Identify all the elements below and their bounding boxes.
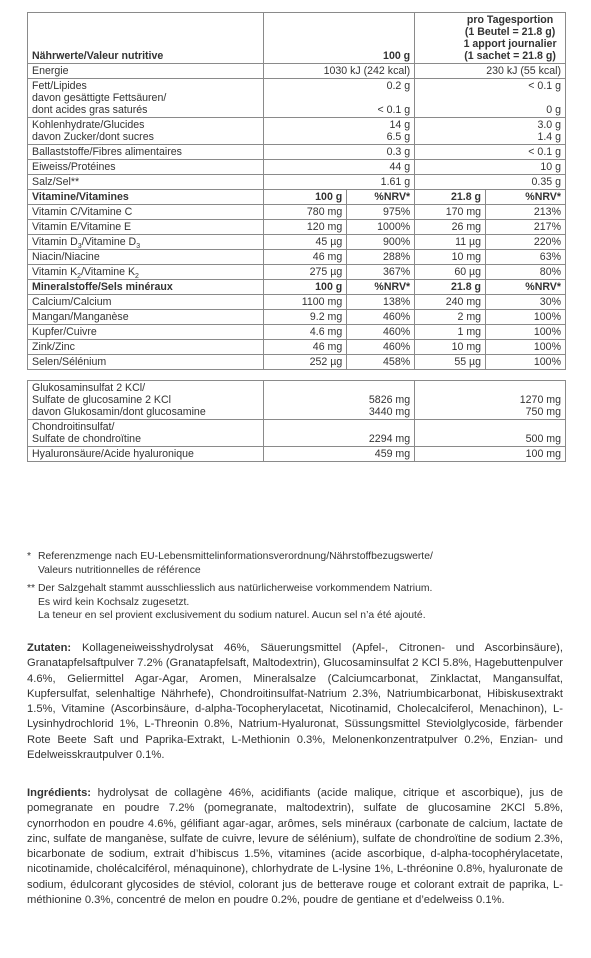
row-label: Hyaluronsäure/Acide hyaluronique <box>28 447 264 462</box>
table-row <box>28 205 566 220</box>
fat-label: Fett/Lipides <box>32 80 87 92</box>
carbs-value: 14 g <box>389 119 411 131</box>
cell: 217% <box>486 220 566 235</box>
sugar-portion: 1.4 g <box>537 131 561 143</box>
sugar-value: 6.5 g <box>386 131 411 143</box>
cell: 46 mg <box>264 250 347 265</box>
cell: 120 mg <box>264 220 347 235</box>
cell: 100% <box>486 355 566 370</box>
footnote-salt <box>27 582 567 623</box>
fat-portion: < 0.1 g <box>528 80 561 92</box>
row-value-portion: 230 kJ (55 kcal) <box>415 64 566 79</box>
chondroitin-label-fr: Sulfate de chondroïtine <box>32 433 141 445</box>
table-row <box>28 250 566 265</box>
table-row <box>28 340 566 355</box>
row-label <box>28 235 264 250</box>
row-label: Vitamin C/Vitamine C <box>28 205 264 220</box>
saturated-fat-value: < 0.1 g <box>377 104 411 116</box>
row-value-portion <box>415 118 566 145</box>
sugar-label: davon Zucker/dont sucres <box>32 131 154 143</box>
row-label <box>28 381 264 420</box>
row-value-portion <box>415 79 566 118</box>
table-gap <box>28 370 566 381</box>
nutrition-table <box>27 12 566 462</box>
cell: 45 µg <box>264 235 347 250</box>
row-value-per100: 459 mg <box>264 447 415 462</box>
cell: 138% <box>347 295 415 310</box>
column-header: %NRV* <box>486 190 566 205</box>
row-value-per100 <box>264 79 415 118</box>
footnote-line: Referenzmenge nach EU-Lebensmittelinformationsverordnung/Nährstoffbezugswerte/ <box>38 551 433 562</box>
cell: 100% <box>486 310 566 325</box>
row-label: Vitamin E/Vitamine E <box>28 220 264 235</box>
ingredients-fr-text: hydrolysat de collagène 46%, acidifiants (acide malique, citrique et ascorbique), jus de pomegranate en poudre 7.2% (pomegranate, maltodextrin), sulfate de glucosamine 2KCl 5.8%, cynorrhodon en poudre 4.6%, gélifiant agar-agar, arômes, sels minéraux (carbonate de calcium, lactate de zinc, sulfate de manganèse, sulfate de cuivre, levure de sélénium), sulfate de chondroïtine de sodium 2.3%, bicarbonate de sodium, extrait d’hibiscus 1.5%, vitamines (acide ascorbique, d-alpha-tocophérylacetate, nicotinamide, cholécalciférol, ménaquinone), chlorhydrate de L-lysine 1%, L-thréonine 0.8%, hyaluronate de sodium, édulcorant glycosides de stéviol, colorant jus de betterave rouge et colorant extrait de paprika, L-méthionine 0.3%, concentré de melon en poudre 0.2%, poudre de gentiane et d’edelweiss 0.1%. <box>27 787 563 907</box>
row-label <box>28 79 264 118</box>
subscript: 2 <box>77 273 82 281</box>
cell: 55 µg <box>415 355 486 370</box>
cell: 1100 mg <box>264 295 347 310</box>
ingredients-de <box>27 641 563 763</box>
carbs-row <box>28 118 566 145</box>
cell: 30% <box>486 295 566 310</box>
cell: 60 µg <box>415 265 486 280</box>
table-row <box>28 310 566 325</box>
row-value-per100: 44 g <box>264 160 415 175</box>
table-header-row <box>28 13 566 64</box>
footnote-nrv <box>27 550 567 577</box>
row-value-portion: 10 g <box>415 160 566 175</box>
glucosamine-sulfate-portion: 1270 mg <box>519 394 561 406</box>
cell: 11 µg <box>415 235 486 250</box>
table-row <box>28 220 566 235</box>
cell: 26 mg <box>415 220 486 235</box>
row-value-per100 <box>264 420 415 447</box>
row-label: Selen/Sélénium <box>28 355 264 370</box>
footnote-marker: ** <box>27 583 36 594</box>
column-header: %NRV* <box>486 280 566 295</box>
row-label: Eiweiss/Protéines <box>28 160 264 175</box>
ingredients-fr <box>27 786 563 908</box>
cell: 4.6 mg <box>264 325 347 340</box>
cell: 367% <box>347 265 415 280</box>
row-label: Zink/Zinc <box>28 340 264 355</box>
vitamins-header-row <box>28 190 566 205</box>
table-row <box>28 235 566 250</box>
chondroitin-label: Chondroitinsulfat/ <box>32 421 115 433</box>
cell: 1 mg <box>415 325 486 340</box>
subscript: 2 <box>135 273 139 281</box>
fat-value: 0.2 g <box>386 80 411 92</box>
saturated-fat-label-de: davon gesättigte Fettsäuren/ <box>32 92 167 104</box>
cell: 220% <box>486 235 566 250</box>
label-part: Vitamin K <box>32 266 78 278</box>
fat-row <box>28 79 566 118</box>
cell: 460% <box>347 340 415 355</box>
cell: 63% <box>486 250 566 265</box>
table-header-portion <box>415 13 566 64</box>
portion-line: 1 apport journalier <box>463 38 557 50</box>
label-part: Vitamin D <box>32 236 78 248</box>
cell: 288% <box>347 250 415 265</box>
row-label <box>28 265 264 280</box>
saturated-fat-label-fr: dont acides gras saturés <box>32 104 148 116</box>
row-label: Niacin/Niacine <box>28 250 264 265</box>
ingredients-fr-label: Ingrédients: <box>27 787 92 799</box>
protein-row <box>28 160 566 175</box>
cell: 46 mg <box>264 340 347 355</box>
row-label: Calcium/Calcium <box>28 295 264 310</box>
portion-line: pro Tagesportion <box>466 14 554 26</box>
portion-line: (1 Beutel = 21.8 g) <box>464 26 556 38</box>
table-row <box>28 325 566 340</box>
table-header-label: Nährwerte/Valeur nutritive <box>28 13 264 64</box>
label-part: /Vitamine K <box>81 266 136 278</box>
cell: 900% <box>347 235 415 250</box>
glucosamine-portion: 750 mg <box>525 406 561 418</box>
glucosamine-label: Glukosaminsulfat 2 KCl/ <box>32 382 146 394</box>
glucosamine-row <box>28 381 566 420</box>
cell: 2 mg <box>415 310 486 325</box>
row-label: Kupfer/Cuivre <box>28 325 264 340</box>
footnote-line: Valeurs nutritionnelles de référence <box>38 564 201 576</box>
chondroitin-row <box>28 420 566 447</box>
carbs-portion: 3.0 g <box>537 119 561 131</box>
cell: 1000% <box>347 220 415 235</box>
column-header: 100 g <box>264 280 347 295</box>
cell: 100% <box>486 340 566 355</box>
row-value-per100 <box>264 381 415 420</box>
row-label <box>28 118 264 145</box>
glucosamine-label-fr: Sulfate de glucosamine 2 KCl <box>32 394 171 406</box>
table-row <box>28 265 566 280</box>
table-row <box>28 295 566 310</box>
row-value-portion <box>415 381 566 420</box>
salt-row <box>28 175 566 190</box>
footnote-line: La teneur en sel provient exclusivement du sodium naturel. Aucun sel n’a été ajouté. <box>38 610 426 621</box>
section-header-label: Vitamine/Vitamines <box>28 190 264 205</box>
cell: 80% <box>486 265 566 280</box>
portion-line: (1 sachet = 21.8 g) <box>464 50 556 62</box>
cell: 10 mg <box>415 250 486 265</box>
fibre-row <box>28 145 566 160</box>
cell: 975% <box>347 205 415 220</box>
label-part: /Vitamine D <box>81 236 137 248</box>
cell: 213% <box>486 205 566 220</box>
footnotes <box>27 550 567 623</box>
ingredients-de-text: Kollageneiweisshydrolysat 46%, Säuerungsmittel (Apfel-, Citronen- und Ascorbinsäure), Granatapfelsaftpulver 7.2% (Granatapfelsaft, Maltodextrin), Glucosaminsulfat 2 KCl 5.8%, Hagebuttenpulver 4.6%, Geliermittel Agar-Agar, Aromen, Mineralsalze (Calciumcarbonat, Zinklactat, Mangansulfat, Kupfersulfat, selenhaltige Nährhefe), Chondroitinsulfat-Natrium 2.3%, Natriumbicarbonat, Hibiskusextrakt 1.5%, Vitamine (Ascorbinsäure, d-alpha-Tocopherylacetat, Nicotinamid, Cholecalciferol, Menachinon), L-Lysinhydrochlorid 1%, L-Threonin 0.8%, Natrium-Hyaluronat, Süssungsmittel Steviolglycoside, färbender Rote Beete Saft und Paprika-Extrakt, L-Methionin 0.3%, Melonenkonzentratpulver 0.2%, Enzian- und Edelweisskrautpulver 0.1%. <box>27 642 563 762</box>
glucosamine-value: 3440 mg <box>368 406 411 418</box>
hyaluronic-row <box>28 447 566 462</box>
column-header: 21.8 g <box>415 280 486 295</box>
cell: 100% <box>486 325 566 340</box>
row-label: Salz/Sel** <box>28 175 264 190</box>
chondroitin-portion: 500 mg <box>525 433 561 445</box>
footnote-line: Der Salzgehalt stammt ausschliesslich aus natürlicherweise vorkommendem Natrium. <box>38 583 433 594</box>
row-value-per100: 0.3 g <box>264 145 415 160</box>
row-value-per100: 1.61 g <box>264 175 415 190</box>
cell: 252 µg <box>264 355 347 370</box>
minerals-header-row <box>28 280 566 295</box>
row-label: Ballaststoffe/Fibres alimentaires <box>28 145 264 160</box>
ingredients-de-label: Zutaten: <box>27 642 72 654</box>
carbs-label: Kohlenhydrate/Glucides <box>32 119 145 131</box>
footnote-marker: * <box>27 551 32 562</box>
footnote-line: Es wird kein Kochsalz zugesetzt. <box>38 596 190 608</box>
cell: 780 mg <box>264 205 347 220</box>
row-label <box>28 420 264 447</box>
row-value-portion: 0.35 g <box>415 175 566 190</box>
row-value-portion: 100 mg <box>415 447 566 462</box>
energy-row <box>28 64 566 79</box>
cell: 10 mg <box>415 340 486 355</box>
column-header: 100 g <box>264 190 347 205</box>
column-header: %NRV* <box>347 280 415 295</box>
table-header-per100: 100 g <box>264 13 415 64</box>
table-row <box>28 355 566 370</box>
row-value-portion: < 0.1 g <box>415 145 566 160</box>
saturated-fat-portion: 0 g <box>546 104 561 116</box>
cell: 460% <box>347 325 415 340</box>
cell: 275 µg <box>264 265 347 280</box>
chondroitin-value: 2294 mg <box>368 433 411 445</box>
cell: 240 mg <box>415 295 486 310</box>
cell: 460% <box>347 310 415 325</box>
row-label: Energie <box>28 64 264 79</box>
row-value-portion <box>415 420 566 447</box>
column-header: 21.8 g <box>415 190 486 205</box>
column-header: %NRV* <box>347 190 415 205</box>
section-header-label: Mineralstoffe/Sels minéraux <box>28 280 264 295</box>
cell: 458% <box>347 355 415 370</box>
cell: 170 mg <box>415 205 486 220</box>
glucosamine-sub-label: davon Glukosamin/dont glucosamine <box>32 406 206 418</box>
subscript: 3 <box>136 243 141 251</box>
glucosamine-sulfate-value: 5826 mg <box>368 394 411 406</box>
cell: 9.2 mg <box>264 310 347 325</box>
row-value-per100: 1030 kJ (242 kcal) <box>264 64 415 79</box>
row-value-per100 <box>264 118 415 145</box>
row-label: Mangan/Manganèse <box>28 310 264 325</box>
subscript: 3 <box>77 243 82 251</box>
